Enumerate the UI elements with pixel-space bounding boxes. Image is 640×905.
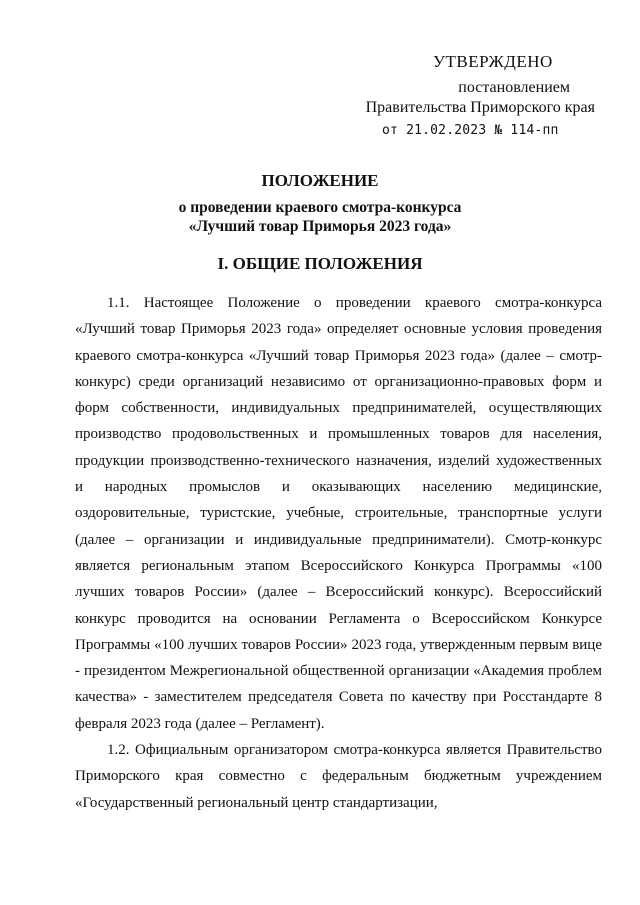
document-title: ПОЛОЖЕНИЕ (261, 171, 379, 190)
section-heading: I. ОБЩИЕ ПОЛОЖЕНИЯ (217, 254, 423, 273)
approval-stamp: УТВЕРЖДЕНО (433, 52, 553, 71)
paragraph-1-2: 1.2. Официальным организатором смотра-конкурса является Правительство Приморского края совместно с федеральным бюджетным учреждением «Государственный региональный центр стандартизации, (75, 742, 602, 811)
approval-registration: от 21.02.2023 № 114-пп (382, 123, 559, 138)
approval-block (360, 52, 610, 141)
approval-line-government: Правительства Приморского края (365, 99, 595, 116)
document-subtitle-line2: «Лучший товар Приморья 2023 года» (188, 218, 452, 235)
document-body (75, 290, 602, 816)
approval-line-resolution: постановлением (458, 79, 570, 96)
document-subtitle-line1: о проведении краевого смотра-конкурса (178, 199, 462, 216)
paragraph-1-1: 1.1. Настоящее Положение о проведении краевого смотра-конкурса «Лучший товар Приморья 2023 года» определяет основные условия проведения краевого смотра-конкурса «Лучший товар Приморья 2023 года» (далее – смотр-конкурс) среди организаций независимо от организационно-правовых форм и форм собственности, индивидуальных предпринимателей, осуществляющих производство продовольственных и промышленных товаров для населения, продукции производственно-технического назначения, изделий художественных и народных промыслов и оказывающих населению медицинские, оздоровительные, туристские, учебные, строительные, транспортные услуги (далее – организации и индивидуальные предприниматели). Смотр-конкурс является региональным этапом Всероссийского Конкурса Программы «100 лучших товаров России» (далее – Всероссийский конкурс). Всероссийский конкурс проводится на основании Регламента о Всероссийском Конкурсе Программы «100 лучших товаров России» 2023 года, утвержденным первым вице - президентом Межрегиональной общественной организации «Академия проблем качества» - заместителем председателя Совета по качеству при Росстандарте 8 февраля 2023 года (далее – Регламент). (75, 295, 602, 732)
